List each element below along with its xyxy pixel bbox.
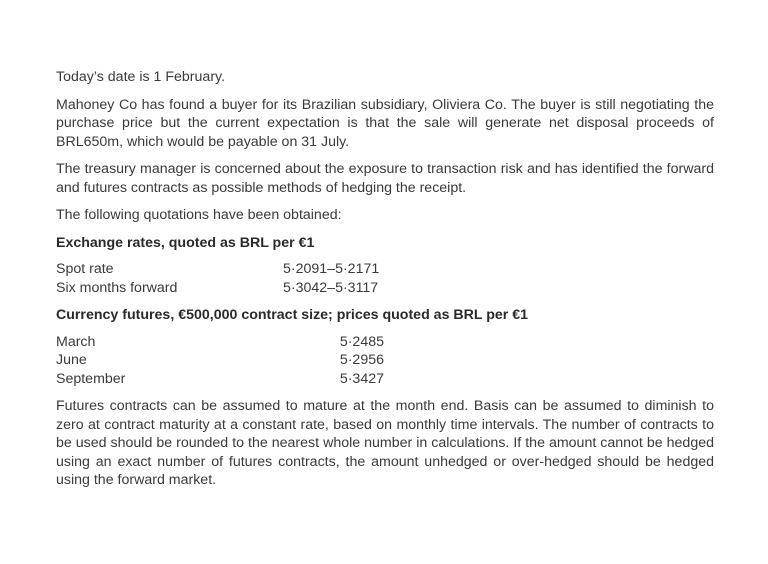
paragraph-quotations: The following quotations have been obtained:: [56, 207, 342, 223]
futures-row-value: 5·2956: [339, 352, 384, 368]
futures-row: [56, 333, 714, 352]
exchange-rates-table: [56, 260, 714, 297]
paragraph-sale: Mahoney Co has found a buyer for its Brazilian subsidiary, Oliviera Co. The buyer is still negotiating the purchase price but the current expectation is that the sale will generate net disposal proceeds of BRL650m, which would be payable on 31 July.: [56, 96, 714, 150]
futures-row-value: 5·3427: [339, 370, 384, 387]
paragraph-futures-assumptions: Futures contracts can be assumed to mature at the month end. Basis can be assumed to diminish to zero at contract maturity at a constant rate, based on monthly time intervals. The number of contracts to be used should be rounded to the nearest whole number in calculations. If the amount cannot be hedged using an exact number of futures contracts, the amount unhedged or over-hedged should be hedged using the forward market.: [56, 398, 714, 488]
futures-row: [56, 351, 714, 370]
exchange-row: [56, 260, 714, 279]
futures-row-value: 5·2485: [339, 333, 384, 350]
futures-row-label: March: [56, 333, 96, 350]
futures-table: [56, 333, 714, 389]
exchange-row-label: Six months forward: [56, 279, 178, 296]
document-body: [56, 68, 714, 499]
intro-text: Today’s date is 1 February.: [56, 69, 226, 85]
exchange-row-value: 5·2091–5·2171: [283, 261, 380, 277]
futures-row: [56, 370, 714, 389]
exchange-row-label: Spot rate: [56, 261, 114, 277]
exchange-rates-heading: Exchange rates, quoted as BRL per €1: [56, 234, 315, 251]
futures-heading: Currency futures, €500,000 contract size; prices quoted as BRL per €1: [56, 307, 529, 323]
paragraph-risk: The treasury manager is concerned about the exposure to transaction risk and has identified the forward and futures contracts as possible methods of hedging the receipt.: [56, 161, 714, 196]
futures-row-label: September: [56, 370, 126, 387]
exchange-row: [56, 279, 714, 298]
exchange-row-value: 5·3042–5·3117: [283, 279, 379, 296]
futures-row-label: June: [56, 352, 87, 368]
